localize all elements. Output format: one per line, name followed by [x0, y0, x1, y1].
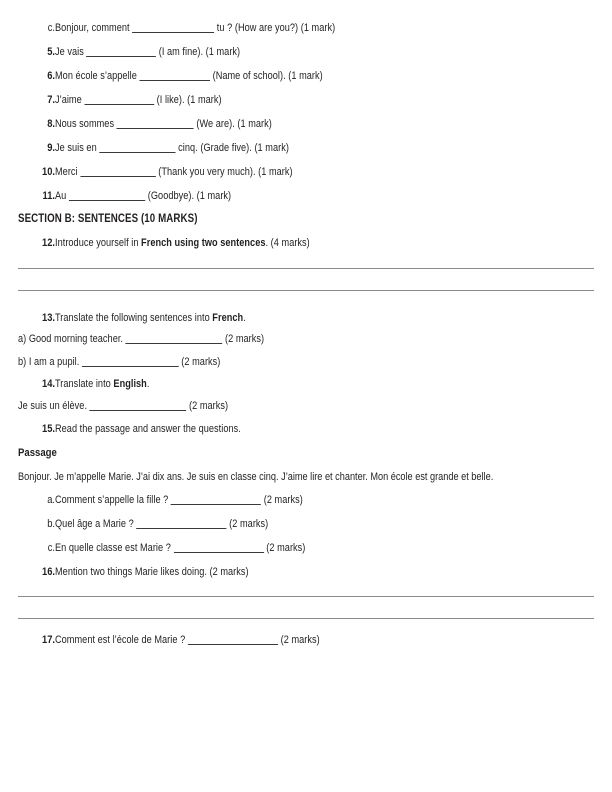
item-marker: 17. — [42, 634, 55, 646]
item-marker: 8. — [47, 118, 55, 130]
prompt-hint: (I like). (1 mark) — [156, 94, 222, 106]
prompt-text: Mon école s’appelle — [55, 70, 137, 82]
sub-question-14 — [18, 399, 228, 413]
marks-label: (2 marks) — [188, 400, 229, 412]
item-marker: 10. — [42, 166, 55, 178]
item-marker: 13. — [42, 312, 55, 324]
answer-rule-12[interactable] — [18, 290, 594, 291]
answer-blank[interactable] — [132, 23, 214, 33]
item-marker: 5. — [47, 46, 55, 58]
answer-blank[interactable] — [117, 119, 194, 129]
question-16: Mention two things Marie likes doing. (2 marks) — [55, 566, 249, 578]
prompt-text: Comment s’appelle la fille ? — [55, 494, 169, 506]
answer-blank[interactable] — [136, 519, 226, 529]
section-b-heading: SECTION B: SENTENCES (10 MARKS) — [18, 212, 198, 225]
fill-in-item — [55, 165, 293, 179]
prompt-hint: tu ? (How are you?) (1 mark) — [216, 22, 336, 34]
prompt-hint: (Thank you very much). (1 mark) — [158, 166, 293, 178]
sub-question-label: b) I am a pupil. — [18, 356, 80, 368]
fill-in-item — [55, 189, 231, 203]
prompt-text: Merci — [55, 166, 78, 178]
answer-rule-16[interactable] — [18, 596, 594, 597]
question-17 — [55, 633, 320, 647]
answer-blank[interactable] — [171, 495, 261, 505]
item-marker: 16. — [42, 566, 55, 578]
item-marker: c. — [47, 22, 55, 34]
prompt-text: Je vais — [55, 46, 84, 58]
sub-question-label: Je suis un élève. — [18, 400, 88, 412]
sub-question-label: a) Good morning teacher. — [18, 333, 124, 345]
question-12: Introduce yourself in French using two sentences. (4 marks) — [55, 237, 310, 249]
passage-question — [55, 517, 268, 531]
marks-label: (2 marks) — [181, 356, 221, 368]
prompt-hint: (We are). (1 mark) — [196, 118, 272, 130]
item-marker: 11. — [42, 190, 55, 202]
prompt-text: En quelle classe est Marie ? — [55, 542, 171, 554]
question-15: Read the passage and answer the questions. — [55, 423, 241, 435]
prompt-hint: (Goodbye). (1 mark) — [147, 190, 232, 202]
prompt-text: Je suis en — [55, 142, 97, 154]
prompt-text: Bonjour, comment — [55, 22, 130, 34]
passage-question — [55, 493, 303, 507]
answer-blank[interactable] — [80, 167, 155, 177]
marks-label: (2 marks) — [224, 333, 265, 345]
item-marker: 14. — [42, 378, 55, 390]
question-14: Translate into English. — [55, 378, 150, 390]
fill-in-item — [55, 21, 335, 35]
fill-in-item — [55, 45, 240, 59]
item-marker: 12. — [42, 237, 55, 249]
answer-blank[interactable] — [99, 143, 175, 153]
item-marker: 15. — [42, 423, 55, 435]
sub-question-13 — [18, 332, 264, 346]
emphasis: English — [113, 378, 147, 390]
prompt-text: Nous sommes — [55, 118, 115, 130]
marks-label: (2 marks) — [266, 542, 306, 554]
prompt-hint: (Name of school). (1 mark) — [212, 70, 323, 82]
answer-blank[interactable] — [90, 401, 187, 411]
item-marker: b. — [47, 518, 55, 530]
prompt-text: Comment est l’école de Marie ? — [55, 634, 186, 646]
answer-rule-12[interactable] — [18, 268, 594, 269]
answer-blank[interactable] — [188, 635, 278, 645]
item-marker: a. — [47, 494, 55, 506]
marks-label: (2 marks) — [263, 494, 303, 506]
fill-in-item — [55, 69, 323, 83]
marks-label: (2 marks) — [280, 634, 320, 646]
answer-blank[interactable] — [173, 543, 263, 553]
answer-blank[interactable] — [82, 357, 179, 367]
item-marker: 9. — [47, 142, 55, 154]
fill-in-item — [55, 117, 272, 131]
answer-blank[interactable] — [126, 334, 223, 344]
question-13: Translate the following sentences into French. — [55, 312, 246, 324]
passage-heading: Passage — [18, 447, 57, 459]
emphasis: French using two sentences — [141, 237, 266, 249]
prompt-text: J’aime — [55, 94, 82, 106]
prompt-text: Quel âge a Marie ? — [55, 518, 134, 530]
fill-in-item — [55, 93, 222, 107]
item-marker: 7. — [47, 94, 55, 106]
passage-question — [55, 541, 305, 555]
emphasis: French — [212, 312, 244, 324]
fill-in-item — [55, 141, 289, 155]
prompt-hint: (I am fine). (1 mark) — [158, 46, 241, 58]
answer-blank[interactable] — [86, 47, 156, 57]
answer-blank[interactable] — [84, 95, 154, 105]
answer-blank[interactable] — [69, 191, 145, 201]
prompt-hint: cinq. (Grade five). (1 mark) — [178, 142, 289, 154]
answer-blank[interactable] — [139, 71, 210, 81]
prompt-text: Au — [55, 190, 67, 202]
sub-question-13 — [18, 355, 220, 369]
passage-text: Bonjour. Je m’appelle Marie. J’ai dix ans. Je suis en classe cinq. J’aime lire et chanter. Mon école est grande et belle. — [18, 471, 494, 483]
answer-rule-16[interactable] — [18, 618, 594, 619]
item-marker: c. — [47, 542, 55, 554]
item-marker: 6. — [47, 70, 55, 82]
marks-label: (2 marks) — [229, 518, 269, 530]
